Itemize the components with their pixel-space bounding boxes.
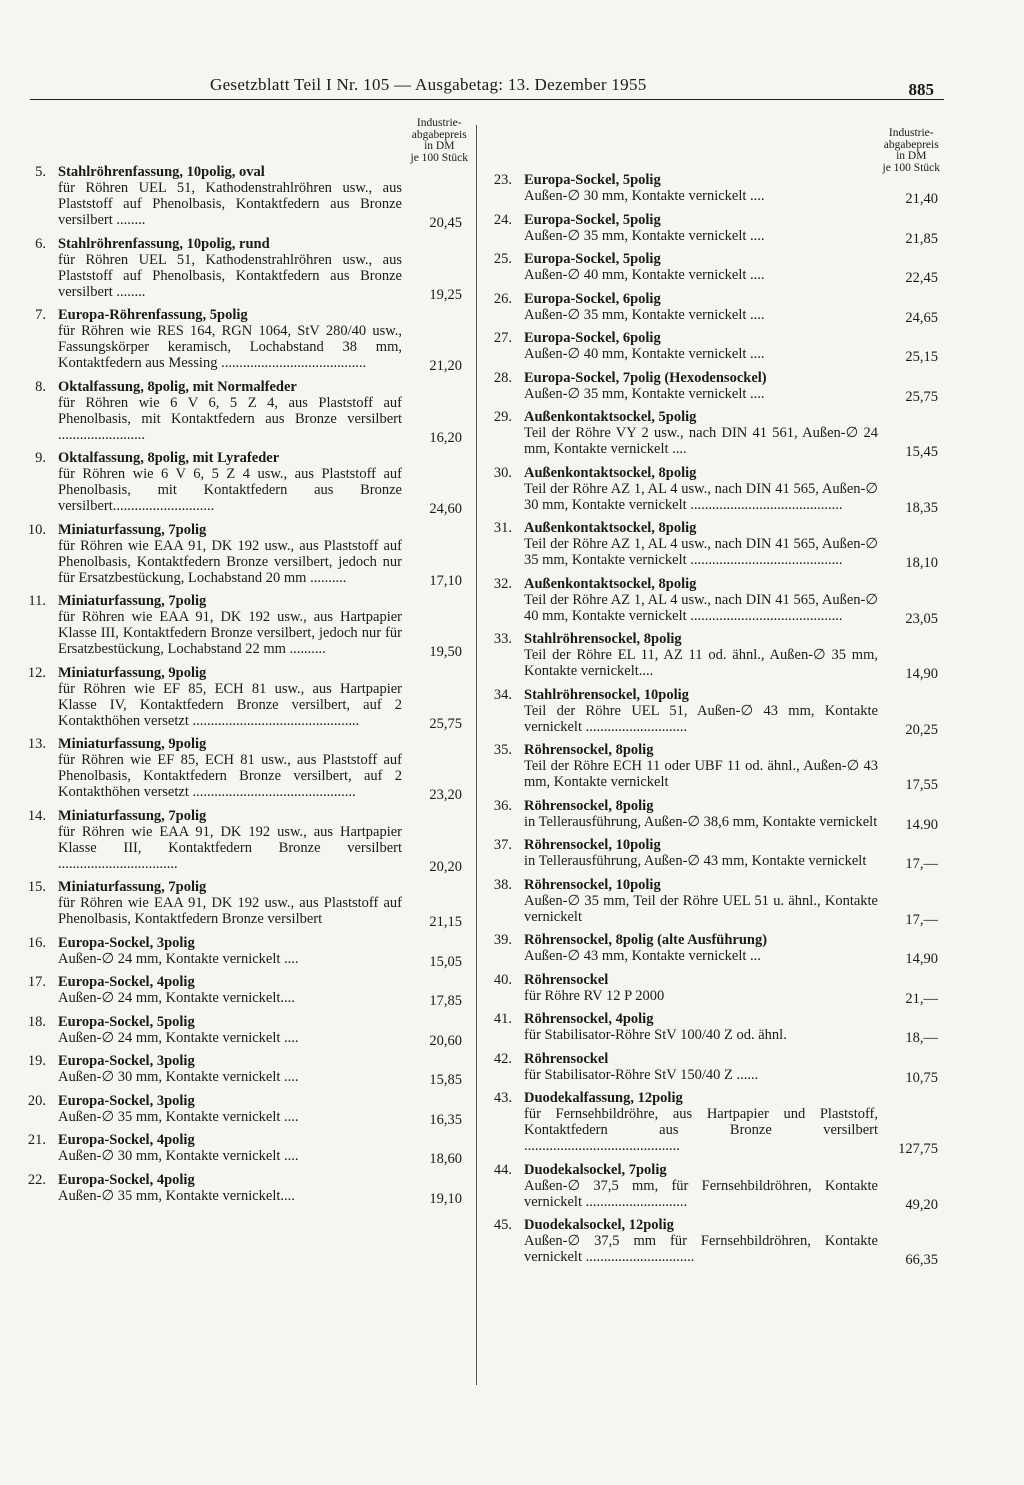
entry-title: Stahlröhrenfassung, 10polig, oval	[58, 164, 265, 180]
entry-price: 19,25	[429, 286, 462, 303]
entry-price: 19,50	[429, 644, 462, 660]
entry-number: 25.	[493, 251, 512, 267]
price-list-entry	[488, 330, 938, 365]
entry-title: Duodekalfassung, 12polig	[524, 1090, 683, 1106]
price-list-entry	[488, 464, 938, 516]
price-list-entry	[18, 664, 462, 732]
price-list-entry	[18, 1053, 462, 1088]
entry-price: 16,35	[429, 1111, 462, 1128]
entry-price: 20,25	[905, 721, 938, 738]
entry-title: Europa-Sockel, 4polig	[58, 1171, 195, 1188]
entry-number: 30.	[493, 464, 512, 481]
entry-description: für Röhren UEL 51, Kathodenstrahlröhren usw., aus Plaststoff auf Phenolbasis, Kontaktfedern aus Bronze versilbert ........	[58, 180, 402, 228]
entry-title: Röhrensockel, 8polig (alte Ausführung)	[524, 932, 768, 948]
entry-price: 127,75	[898, 1141, 938, 1157]
entry-title: Röhrensockel, 4polig	[524, 1011, 654, 1027]
price-list-entry	[488, 837, 938, 872]
right-entry-list	[488, 172, 938, 1268]
entry-title: Europa-Sockel, 6polig	[524, 290, 661, 307]
entry-description: Außen-∅ 35 mm, Kontakte vernickelt ....	[524, 227, 765, 244]
entry-description: Teil der Röhre AZ 1, AL 4 usw., nach DIN 41 565, Außen-∅ 35 mm, Kontakte vernickelt ..........................................	[524, 536, 878, 568]
entry-number: 10.	[27, 521, 46, 538]
entry-number: 23.	[493, 172, 512, 188]
entry-title: Röhrensockel	[524, 1050, 609, 1067]
entry-title: Europa-Sockel, 5polig	[524, 211, 661, 228]
entry-price: 17,55	[905, 777, 938, 793]
price-list-entry	[18, 521, 462, 589]
entry-price: 18,35	[905, 499, 938, 516]
entry-description: Teil der Röhre AZ 1, AL 4 usw., nach DIN 41 565, Außen-∅ 30 mm, Kontakte vernickelt ..........................................	[524, 480, 878, 513]
entry-number: 19.	[27, 1053, 46, 1069]
entry-title: Röhrensockel, 10polig	[524, 837, 661, 853]
entry-description: für Röhren wie 6 V 6, 5 Z 4, aus Plaststoff auf Phenolbasis, mit Kontaktfedern aus Bronze versilbert ........................	[58, 394, 402, 443]
price-list-entry	[18, 378, 462, 446]
price-list-entry	[488, 251, 938, 286]
entry-title: Oktalfassung, 8polig, mit Lyrafeder	[58, 450, 280, 466]
entry-number: 21.	[27, 1132, 46, 1148]
entry-title: Europa-Sockel, 5polig	[58, 1013, 195, 1030]
right-column	[488, 118, 938, 1273]
entry-title: Miniaturfassung, 9polig	[58, 664, 207, 681]
entry-description: Teil der Röhre UEL 51, Außen-∅ 43 mm, Kontakte vernickelt ............................	[524, 702, 878, 735]
entry-description: für Röhren wie 6 V 6, 5 Z 4 usw., aus Plaststoff auf Phenolbasis, mit Kontaktfedern aus Bronze versilbert............................	[58, 466, 402, 514]
price-list-entry	[18, 593, 462, 660]
entry-price: 15,05	[429, 953, 462, 970]
price-list-entry	[18, 164, 462, 231]
entry-price: 18,—	[905, 1030, 938, 1046]
entry-description: für Stabilisator-Röhre StV 100/40 Z od. ähnl.	[524, 1027, 787, 1043]
entry-title: Europa-Sockel, 4polig	[58, 1132, 195, 1148]
price-header-line: in DM	[424, 140, 455, 152]
entry-number: 18.	[27, 1013, 46, 1030]
entry-number: 22.	[27, 1171, 46, 1188]
price-list-entry	[18, 934, 462, 970]
entry-number: 38.	[493, 876, 512, 893]
entry-description: Außen-∅ 30 mm, Kontakte vernickelt ....	[58, 1148, 299, 1164]
price-list-entry	[488, 520, 938, 571]
entry-title: Miniaturfassung, 7polig	[58, 879, 207, 895]
entry-price: 20,45	[429, 215, 462, 231]
entry-description: für Röhren wie EF 85, ECH 81 usw., aus Plaststoff auf Phenolbasis, Kontaktfedern Bronze versilbert, auf 2 Kontakthöhen versetzt .............................................	[58, 752, 402, 800]
price-list-entry	[18, 879, 462, 930]
price-header-line: abgabepreis	[883, 138, 939, 151]
entry-number: 20.	[27, 1092, 46, 1109]
entry-description: für Fernsehbildröhre, aus Hartpapier und Plaststoff, Kontaktfedern aus Bronze versilbert ...........................................	[524, 1106, 878, 1154]
entry-title: Röhrensockel, 8polig	[524, 797, 654, 814]
entry-price: 25,75	[905, 388, 938, 405]
entry-price: 18,10	[905, 555, 938, 571]
entry-number: 36.	[493, 797, 512, 814]
entry-title: Röhrensockel, 8polig	[524, 742, 654, 758]
entry-title: Europa-Sockel, 4polig	[58, 974, 195, 990]
entry-number: 16.	[27, 934, 46, 951]
entry-price: 25,15	[905, 349, 938, 365]
entry-title: Miniaturfassung, 9polig	[58, 736, 207, 752]
entry-price: 25,75	[429, 715, 462, 732]
entry-price: 17,—	[905, 856, 938, 872]
entry-price: 22,45	[905, 270, 938, 286]
entry-title: Duodekalsockel, 7polig	[524, 1161, 667, 1178]
entry-price: 21,—	[905, 990, 938, 1007]
entry-price: 14,90	[905, 951, 938, 967]
entry-description: Außen-∅ 30 mm, Kontakte vernickelt ....	[58, 1069, 299, 1085]
price-list-entry	[488, 971, 938, 1007]
entry-number: 24.	[493, 211, 512, 228]
price-header-line: Industrie-	[888, 127, 934, 139]
price-list-entry	[18, 1171, 462, 1207]
entry-number: 7.	[35, 307, 46, 323]
entry-description: Außen-∅ 35 mm, Kontakte vernickelt ....	[524, 306, 765, 323]
entry-description: Teil der Röhre EL 11, AZ 11 od. ähnl., Außen-∅ 35 mm, Kontakte vernickelt....	[524, 647, 878, 679]
entry-number: 44.	[493, 1161, 512, 1178]
entry-number: 27.	[493, 330, 512, 346]
entry-description: Außen-∅ 43 mm, Kontakte vernickelt ...	[524, 948, 761, 964]
entry-price: 19,10	[429, 1190, 462, 1207]
entry-description: Außen-∅ 40 mm, Kontakte vernickelt ....	[524, 267, 765, 283]
entry-title: Europa-Sockel, 6polig	[524, 330, 661, 346]
entry-number: 39.	[493, 932, 512, 948]
price-header-line: je 100 Stück	[410, 151, 468, 164]
entry-description: Außen-∅ 35 mm, Kontakte vernickelt....	[58, 1187, 295, 1204]
price-header-line: je 100 Stück	[882, 161, 940, 174]
price-list-entry	[488, 876, 938, 928]
price-column-header-left	[411, 118, 469, 164]
entry-title: Stahlröhrenfassung, 10polig, rund	[58, 235, 270, 252]
entry-description: für Röhren wie EAA 91, DK 192 usw., aus Plaststoff auf Phenolbasis, Kontaktfedern Bronze versilbert	[58, 895, 402, 927]
entry-description: Außen-∅ 35 mm, Kontakte vernickelt ....	[524, 385, 765, 402]
price-list-entry	[18, 974, 462, 1009]
left-column	[18, 117, 468, 1211]
entry-title: Außenkontaktsockel, 8polig	[524, 520, 697, 536]
price-list-entry	[488, 1090, 938, 1157]
price-list-entry	[18, 450, 462, 517]
entry-description: für Röhren wie EAA 91, DK 192 usw., aus Plaststoff auf Phenolbasis, Kontaktfedern Bronze versilbert, jedoch nur für Ersatzbestückung, Lochabstand 20 mm ..........	[58, 537, 402, 586]
entry-description: Außen-∅ 24 mm, Kontakte vernickelt ....	[58, 950, 299, 967]
price-list-entry	[488, 1217, 938, 1268]
entry-title: Europa-Sockel, 5polig	[524, 251, 661, 267]
entry-price: 15,85	[429, 1072, 462, 1088]
entry-title: Europa-Röhrenfassung, 5polig	[58, 307, 248, 323]
entry-price: 15,45	[905, 444, 938, 460]
entry-number: 31.	[493, 520, 512, 536]
entry-title: Außenkontaktsockel, 8polig	[524, 575, 697, 592]
entry-price: 21,20	[429, 358, 462, 374]
entry-title: Röhrensockel	[524, 971, 609, 988]
entry-number: 26.	[493, 290, 512, 307]
entry-title: Europa-Sockel, 5polig	[524, 172, 661, 188]
entry-number: 13.	[27, 736, 46, 752]
entry-title: Stahlröhrensockel, 8polig	[524, 631, 682, 647]
price-list-entry	[18, 1132, 462, 1167]
entry-number: 12.	[27, 664, 46, 681]
entry-description: Außen-∅ 30 mm, Kontakte vernickelt ....	[524, 188, 765, 204]
entry-price: 49,20	[905, 1196, 938, 1213]
entry-description: Außen-∅ 35 mm, Teil der Röhre UEL 51 u. ähnl., Kontakte vernickelt	[524, 892, 878, 925]
entry-number: 17.	[27, 974, 46, 990]
entry-price: 10,75	[905, 1069, 938, 1086]
entry-number: 41.	[493, 1011, 512, 1027]
price-list-entry	[18, 1092, 462, 1128]
page-header-title: Gesetzblatt Teil I Nr. 105 — Ausgabetag: 13. Dezember 1955	[210, 75, 647, 94]
entry-number: 37.	[493, 837, 512, 853]
price-list-entry	[18, 307, 462, 374]
price-header-line: in DM	[896, 150, 927, 162]
price-column-header-right	[883, 128, 941, 174]
price-list-entry	[488, 1161, 938, 1213]
entry-description: in Tellerausführung, Außen-∅ 43 mm, Kontakte vernickelt	[524, 853, 867, 869]
entry-title: Miniaturfassung, 7polig	[58, 807, 207, 824]
entry-description: Außen-∅ 37,5 mm für Fernsehbildröhren, Kontakte vernickelt ..............................	[524, 1233, 878, 1265]
entry-title: Duodekalsockel, 12polig	[524, 1217, 674, 1233]
entry-title: Oktalfassung, 8polig, mit Normalfeder	[58, 378, 297, 395]
entry-title: Außenkontaktsockel, 8polig	[524, 464, 697, 481]
entry-description: Teil der Röhre VY 2 usw., nach DIN 41 561, Außen-∅ 24 mm, Kontakte vernickelt ....	[524, 425, 878, 457]
entry-price: 23,05	[905, 610, 938, 627]
entry-price: 21,15	[429, 914, 462, 930]
price-header-line: abgabepreis	[411, 128, 467, 141]
entry-description: für Stabilisator-Röhre StV 150/40 Z ......	[524, 1066, 759, 1083]
entry-description: für Röhren wie EF 85, ECH 81 usw., aus Hartpapier Klasse IV, Kontaktfedern Bronze versilbert, auf 2 Kontakthöhen versetzt ..............................................	[58, 680, 402, 729]
entry-number: 43.	[493, 1090, 512, 1106]
price-list-entry	[488, 211, 938, 247]
entry-price: 14,90	[905, 666, 938, 682]
entry-description: in Tellerausführung, Außen-∅ 38,6 mm, Kontakte vernickelt	[524, 813, 878, 830]
entry-number: 35.	[493, 742, 512, 758]
price-list-entry	[488, 409, 938, 460]
entry-price: 24,60	[429, 501, 462, 517]
price-list-entry	[488, 1050, 938, 1086]
entry-price: 17,85	[429, 993, 462, 1009]
entry-number: 15.	[27, 879, 46, 895]
entry-number: 9.	[35, 450, 46, 466]
entry-price: 24,65	[905, 309, 938, 326]
price-list-entry	[488, 290, 938, 326]
entry-description: Teil der Röhre AZ 1, AL 4 usw., nach DIN 41 565, Außen-∅ 40 mm, Kontakte vernickelt ..........................................	[524, 591, 878, 624]
price-list-entry	[18, 807, 462, 875]
price-list-entry	[488, 797, 938, 833]
entry-description: für Röhren wie EAA 91, DK 192 usw., aus Hartpapier Klasse III, Kontaktfedern Bronze versilbert, jedoch nur für Ersatzbestückung, Lochabstand 22 mm ..........	[58, 609, 402, 657]
entry-number: 33.	[493, 631, 512, 647]
entry-title: Europa-Sockel, 3polig	[58, 934, 195, 951]
price-list-entry	[488, 631, 938, 682]
entry-number: 29.	[493, 409, 512, 425]
entry-number: 34.	[493, 686, 512, 703]
entry-price: 66,35	[905, 1252, 938, 1268]
price-list-entry	[488, 369, 938, 405]
price-list-entry	[488, 686, 938, 738]
price-list-entry	[488, 1011, 938, 1046]
entry-price: 14.90	[905, 816, 938, 833]
entry-title: Röhrensockel, 10polig	[524, 876, 661, 893]
entry-price: 20,20	[429, 858, 462, 875]
entry-title: Europa-Sockel, 3polig	[58, 1092, 195, 1109]
entry-description: für Röhre RV 12 P 2000	[524, 987, 665, 1004]
entry-price: 18,60	[429, 1151, 462, 1167]
entry-title: Europa-Sockel, 7polig (Hexodensockel)	[524, 369, 767, 386]
entry-description: für Röhren wie RES 164, RGN 1064, StV 280/40 usw., Fassungskörper keramisch, Lochabstand 38 mm, Kontaktfedern aus Messing ........................................	[58, 323, 402, 371]
entry-description: Außen-∅ 35 mm, Kontakte vernickelt ....	[58, 1108, 299, 1125]
price-list-entry	[488, 575, 938, 627]
entry-number: 32.	[493, 575, 512, 592]
price-list-entry	[488, 742, 938, 793]
entry-description: für Röhren wie EAA 91, DK 192 usw., aus Hartpapier Klasse III, Kontaktfedern Bronze versilbert .................................	[58, 823, 402, 872]
entry-price: 20,60	[429, 1032, 462, 1049]
entry-description: Außen-∅ 24 mm, Kontakte vernickelt ....	[58, 1029, 299, 1046]
page-number: 885	[908, 80, 934, 99]
price-header-line: Industrie-	[416, 117, 462, 129]
price-list-entry	[18, 736, 462, 803]
price-list-entry	[488, 932, 938, 967]
entry-description: Außen-∅ 37,5 mm, für Fernsehbildröhren, Kontakte vernickelt ............................	[524, 1177, 878, 1210]
entry-title: Europa-Sockel, 3polig	[58, 1053, 195, 1069]
page-header	[30, 75, 944, 100]
entry-number: 5.	[35, 164, 46, 180]
price-list-entry	[18, 1013, 462, 1049]
entry-number: 8.	[35, 378, 46, 395]
entry-description: für Röhren UEL 51, Kathodenstrahlröhren usw., aus Plaststoff auf Phenolbasis, Kontaktfedern aus Bronze versilbert ........	[58, 251, 402, 300]
entry-number: 11.	[28, 593, 46, 609]
entry-price: 23,20	[429, 787, 462, 803]
left-entry-list	[18, 164, 462, 1207]
entry-number: 6.	[35, 235, 46, 252]
entry-title: Außenkontaktsockel, 5polig	[524, 409, 697, 425]
column-divider	[476, 125, 477, 1385]
entry-number: 28.	[493, 369, 512, 386]
entry-price: 16,20	[429, 429, 462, 446]
entry-title: Miniaturfassung, 7polig	[58, 521, 207, 538]
entry-number: 42.	[493, 1050, 512, 1067]
entry-price: 17,10	[429, 572, 462, 589]
entry-title: Miniaturfassung, 7polig	[58, 593, 207, 609]
entry-price: 17,—	[905, 911, 938, 928]
entry-number: 14.	[27, 807, 46, 824]
entry-number: 45.	[493, 1217, 512, 1233]
entry-description: Außen-∅ 40 mm, Kontakte vernickelt ....	[524, 346, 765, 362]
price-list-entry	[488, 172, 938, 207]
entry-title: Stahlröhrensockel, 10polig	[524, 686, 689, 703]
price-list-entry	[18, 235, 462, 303]
entry-description: Teil der Röhre ECH 11 oder UBF 11 od. ähnl., Außen-∅ 43 mm, Kontakte vernickelt	[524, 758, 878, 790]
entry-price: 21,85	[905, 230, 938, 247]
entry-price: 21,40	[905, 191, 938, 207]
entry-description: Außen-∅ 24 mm, Kontakte vernickelt....	[58, 990, 295, 1006]
entry-number: 40.	[493, 971, 512, 988]
